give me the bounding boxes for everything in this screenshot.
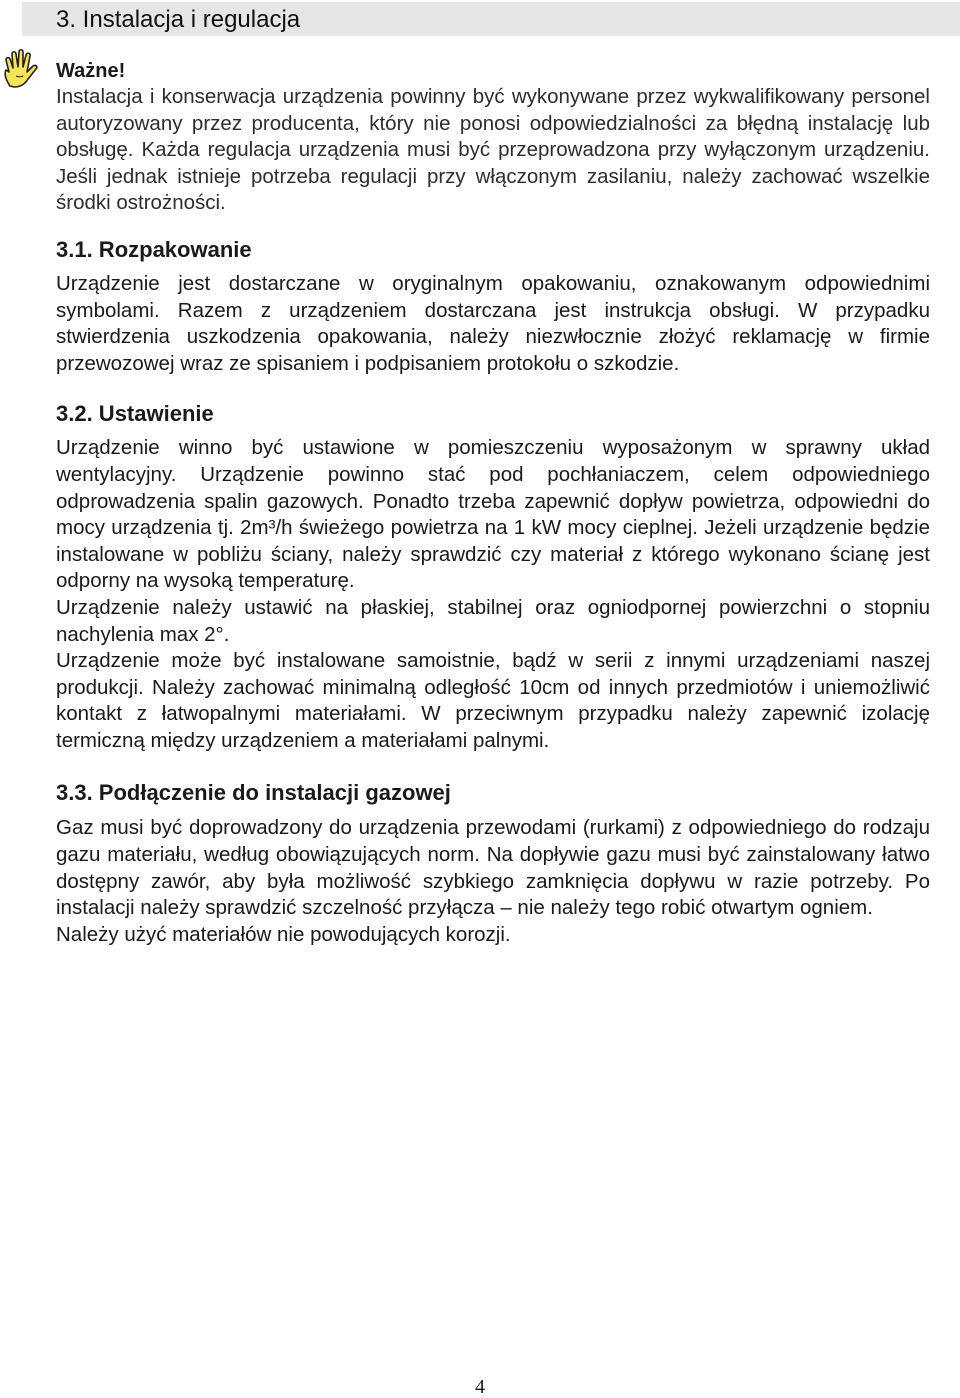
- important-label: Ważne!: [56, 60, 126, 82]
- unpacking-text: Urządzenie jest dostarczane w oryginalnym opakowaniu, oznakowanym odpowiednimi symbolami. Razem z urządzeniem dostarczana jest instrukcja obsługi. W przypadku stwierdzenia uszkodzenia opakowania, należy niezwłocznie złożyć reklamację w firmie przewozowej wraz ze spisaniem i podpisaniem protokołu o szkodzie.: [56, 271, 930, 375]
- heading-unpacking: 3.1. Rozpakowanie: [56, 236, 252, 262]
- page-content: [56, 58, 930, 948]
- heading-gas-connection: 3.3. Podłączenie do instalacji gazowej: [56, 780, 451, 806]
- gas-connection-paragraph-2: Należy użyć materiałów nie powodujących korozji.: [56, 922, 511, 946]
- placement-paragraph-3: Urządzenie może być instalowane samoistnie, bądź w serii z innymi urządzeniami naszej produkcji. Należy zachować minimalną odległość 10cm od innych przedmiotów i uniemożliwić kontakt z łatwopalnymi materiałami. W przeciwnym przypadku należy zapewnić izolację termiczną między urządzeniem a materiałami palnymi.: [56, 649, 930, 752]
- raised-hand-icon: [0, 46, 44, 90]
- placement-paragraph-1: Urządzenie winno być ustawione w pomieszczeniu wyposażonym w sprawny układ wentylacyjny. Urządzenie powinno stać pod pochłaniaczem, celem odpowiedniego odprowadzenia spalin gazowych. Ponadto trzeba zapewnić dopływ powietrza, odpowiedni do mocy urządzenia tj. 2m³/h świeżego powietrza na 1 kW mocy cieplnej. Jeżeli urządzenie będzie instalowane w pobliżu ściany, należy sprawdzić czy materiał z którego wykonano ścianę jest odporny na wysoką temperaturę.: [56, 436, 930, 593]
- placement-paragraph-2: Urządzenie należy ustawić na płaskiej, stabilnej oraz ogniodpornej powierzchni o stopniu nachylenia max 2°.: [56, 595, 930, 646]
- gas-connection-paragraph-1: Gaz musi być doprowadzony do urządzenia przewodami (rurkami) z odpowiedniego do rodzaju gazu materiału, według obowiązujących norm. Na dopływie gazu musi być zainstalowany łatwo dostępny zawór, aby była możliwość szybkiego zamknięcia dopływu w razie potrzeby. Po instalacji należy sprawdzić szczelność przyłącza – nie należy tego robić otwartym ogniem.: [56, 816, 930, 920]
- page-number: 4: [475, 1376, 485, 1398]
- section-title: 3. Instalacja i regulacja: [56, 6, 301, 33]
- important-text: Instalacja i konserwacja urządzenia powinny być wykonywane przez wykwalifikowany personel autoryzowany przez producenta, który nie ponosi odpowiedzialności za błędną instalację lub obsługę. Każda regulacja urządzenia musi być przeprowadzona przy wyłączonym urządzeniu. Jeśli jednak istnieje potrzeba regulacji przy włączonym zasilaniu, należy zachować wszelkie środki ostrożności.: [56, 85, 930, 215]
- heading-placement: 3.2. Ustawienie: [56, 401, 214, 427]
